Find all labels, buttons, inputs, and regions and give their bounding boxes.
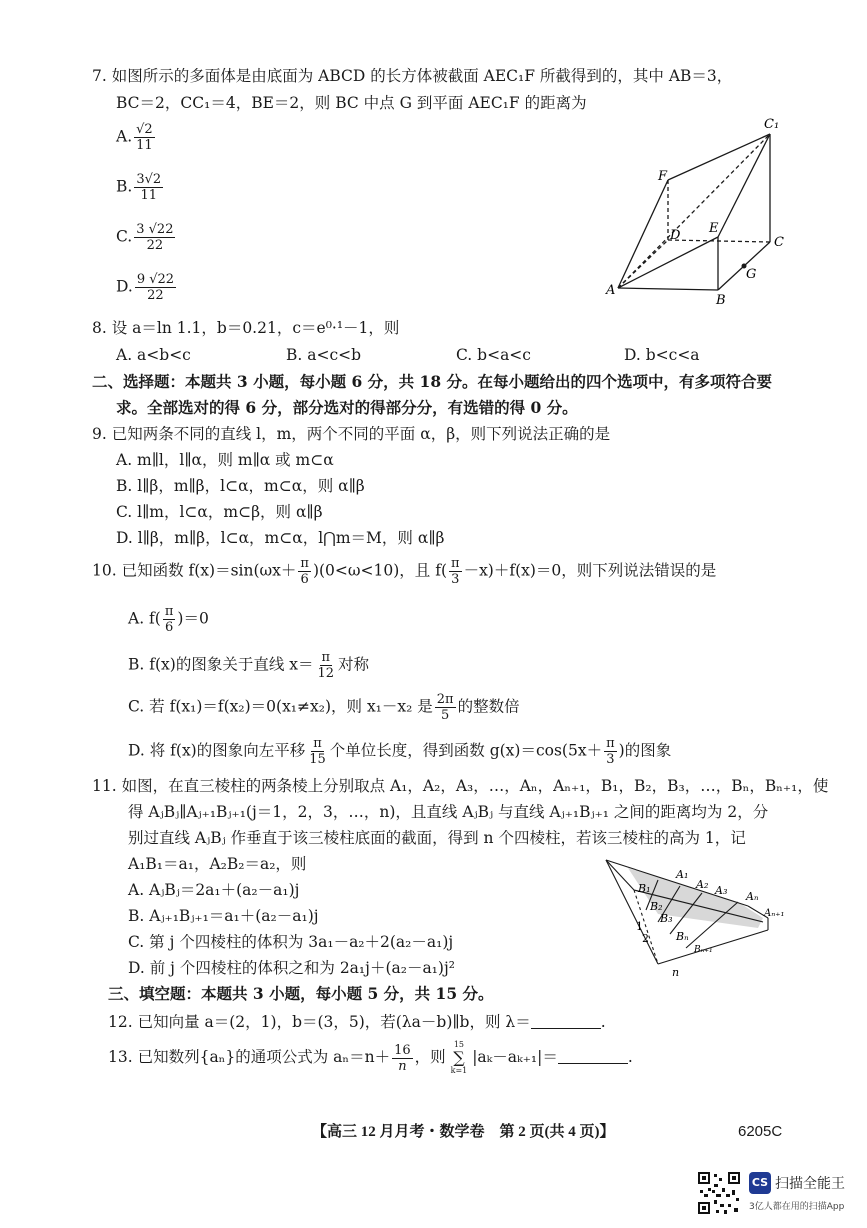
- q9-option-b: B. l∥β，m∥β，l⊂α，m⊂α，则 α∥β: [116, 477, 365, 495]
- q7-option-b: B. $\frac{3√2}{11}$: [116, 172, 162, 203]
- q11-label-bn1: Bₙ₊₁: [694, 945, 713, 955]
- q13-stem: 13. 已知数列{aₙ}的通项公式为 aₙ＝n＋ $\frac{16}{n}$ ，则 15 ∑ k=1 |aₖ－aₖ₊₁|＝ .: [108, 1040, 633, 1075]
- q7-label-c: C: [774, 235, 784, 250]
- q7-option-a: A. $\frac{√2}{11}$: [116, 122, 153, 153]
- camscanner-name: 扫描全能王: [775, 1176, 845, 1192]
- q11-label-an1: Aₙ₊₁: [764, 908, 785, 919]
- camscanner-logo-icon: CS: [749, 1172, 771, 1194]
- camscanner-tagline: 3亿人都在用的扫描App: [749, 1202, 845, 1212]
- q11-prism-figure: [598, 852, 788, 982]
- section3-heading: 三、填空题：本题共 3 小题，每小题 5 分，共 15 分。: [108, 984, 494, 1003]
- q11-label-b1: B₁: [638, 882, 651, 895]
- q7-label-f: F: [658, 169, 668, 184]
- q7-label-d: D: [670, 228, 681, 243]
- q7-label-c1: C₁: [764, 117, 780, 132]
- q12-answer-blank[interactable]: [531, 1014, 601, 1029]
- q8-option-b: B. a<c<b: [286, 346, 362, 364]
- q11-stem-line1: 11. 如图，在直三棱柱的两条棱上分别取点 A₁，A₂，A₃，…，Aₙ，Aₙ₊₁，B₁，B₂，B₃，…，Bₙ，Bₙ₊₁，使: [92, 777, 829, 795]
- section2-heading-line1: 二、选择题：本题共 3 小题，每小题 6 分，共 18 分。在每小题给出的四个选项中，有多项符合要: [92, 372, 773, 391]
- q11-label-an: Aₙ: [746, 890, 759, 903]
- q8-option-d: D. b<c<a: [624, 346, 700, 364]
- q11-label-b2: B₂: [650, 900, 663, 913]
- q7-option-d: D. $\frac{9 √22}{22}$: [116, 272, 175, 303]
- q11-label-a2: A₂: [696, 878, 709, 891]
- q12-stem: 12. 已知向量 a＝(2，1)，b＝(3，5)，若(λa－b)∥b，则 λ＝ .: [108, 1013, 606, 1031]
- q8-option-a: A. a<b<c: [116, 346, 191, 364]
- q11-option-d: D. 前 j 个四棱柱的体积之和为 2a₁j＋(a₂－a₁)j²: [128, 959, 455, 977]
- q11-stem-line3: 别过直线 AⱼBⱼ 作垂直于该三棱柱底面的截面，得到 n 个四棱柱，若该三棱柱的高为 1，记: [128, 829, 746, 847]
- q8-option-c: C. b<a<c: [456, 346, 531, 364]
- q10-stem: 10. 已知函数 f(x)＝sin(ωx＋ $\frac{\pi}{6}$ )(0<ω<10)，且 f( $\frac{\pi}{3}$ －x)＋f(x)＝0，则下列说法错误的是: [92, 556, 717, 587]
- q11-label-a3: A₃: [715, 884, 728, 897]
- q11-option-c: C. 第 j 个四棱柱的体积为 3a₁－a₂＋2(a₂－a₁)j: [128, 933, 454, 951]
- q9-option-a: A. m∥l，l∥α，则 m∥α 或 m⊂α: [116, 451, 334, 469]
- q9-option-c: C. l∥m，l⊂α，m⊂β，则 α∥β: [116, 503, 323, 521]
- q11-label-2: 2: [642, 932, 649, 945]
- q7-polyhedron-figure: [598, 112, 798, 312]
- q10-option-c: C. 若 f(x₁)＝f(x₂)＝0(x₁≠x₂)，则 x₁－x₂ 是 $\frac{2\pi}{5}$ 的整数倍: [128, 692, 520, 723]
- qr-code-icon: [696, 1170, 742, 1216]
- q10-option-a: A. f( $\frac{\pi}{6}$ )＝0: [128, 604, 209, 635]
- q7-stem-line2: BC＝2，CC₁＝4，BE＝2，则 BC 中点 G 到平面 AEC₁F 的距离为: [116, 94, 587, 112]
- q11-option-b: B. Aⱼ₊₁Bⱼ₊₁＝a₁＋(a₂－a₁)j: [128, 907, 319, 925]
- q10-option-d: D. 将 f(x)的图象向左平移 $\frac{\pi}{15}$ 个单位长度，得到函数 g(x)＝cos(5x＋ $\frac{\pi}{3}$ )的图象: [128, 736, 672, 767]
- q7-label-a: A: [606, 283, 616, 298]
- q7-label-g: G: [746, 267, 757, 282]
- q11-option-a: A. AⱼBⱼ＝2a₁＋(a₂－a₁)j: [128, 881, 300, 899]
- q8-stem: 8. 设 a＝ln 1.1，b＝0.21，c＝e⁰·¹－1，则: [92, 319, 400, 337]
- section2-heading-line2: 求。全部选对的得 6 分，部分选对的得部分分，有选错的得 0 分。: [116, 398, 578, 417]
- q11-label-n: n: [672, 966, 680, 979]
- q13-summation: 15 ∑ k=1: [450, 1040, 468, 1075]
- q7-label-e: E: [709, 221, 719, 236]
- q11-stem-line4: A₁B₁＝a₁，A₂B₂＝a₂，则: [128, 855, 307, 873]
- q11-label-bn: Bₙ: [676, 930, 689, 943]
- page-footer: 【高三 12 月月考・数学卷 第 2 页(共 4 页)】: [312, 1124, 615, 1140]
- q9-option-d: D. l∥β，m∥β，l⊂α，m⊂α，l⋂m＝M，则 α∥β: [116, 529, 445, 547]
- q9-stem: 9. 已知两条不同的直线 l，m，两个不同的平面 α，β，则下列说法正确的是: [92, 425, 611, 443]
- q7-label-b: B: [716, 293, 726, 308]
- q11-label-b3: B₃: [660, 912, 673, 925]
- q7-option-c: C. $\frac{3 √22}{22}$: [116, 222, 174, 253]
- q13-answer-blank[interactable]: [558, 1049, 628, 1064]
- q11-label-a1: A₁: [676, 868, 689, 881]
- q7-stem-line1: 7. 如图所示的多面体是由底面为 ABCD 的长方体被截面 AEC₁F 所截得到的，其中 AB＝3，: [92, 67, 733, 85]
- q11-label-1: 1: [636, 920, 643, 933]
- q11-stem-line2: 得 AⱼBⱼ∥Aⱼ₊₁Bⱼ₊₁(j＝1，2，3，…，n)，且直线 AⱼBⱼ 与直线 Aⱼ₊₁Bⱼ₊₁ 之间的距离均为 2，分: [128, 803, 769, 821]
- q10-option-b: B. f(x)的图象关于直线 x＝ $\frac{\pi}{12}$ 对称: [128, 650, 370, 681]
- paper-code: 6205C: [738, 1123, 783, 1140]
